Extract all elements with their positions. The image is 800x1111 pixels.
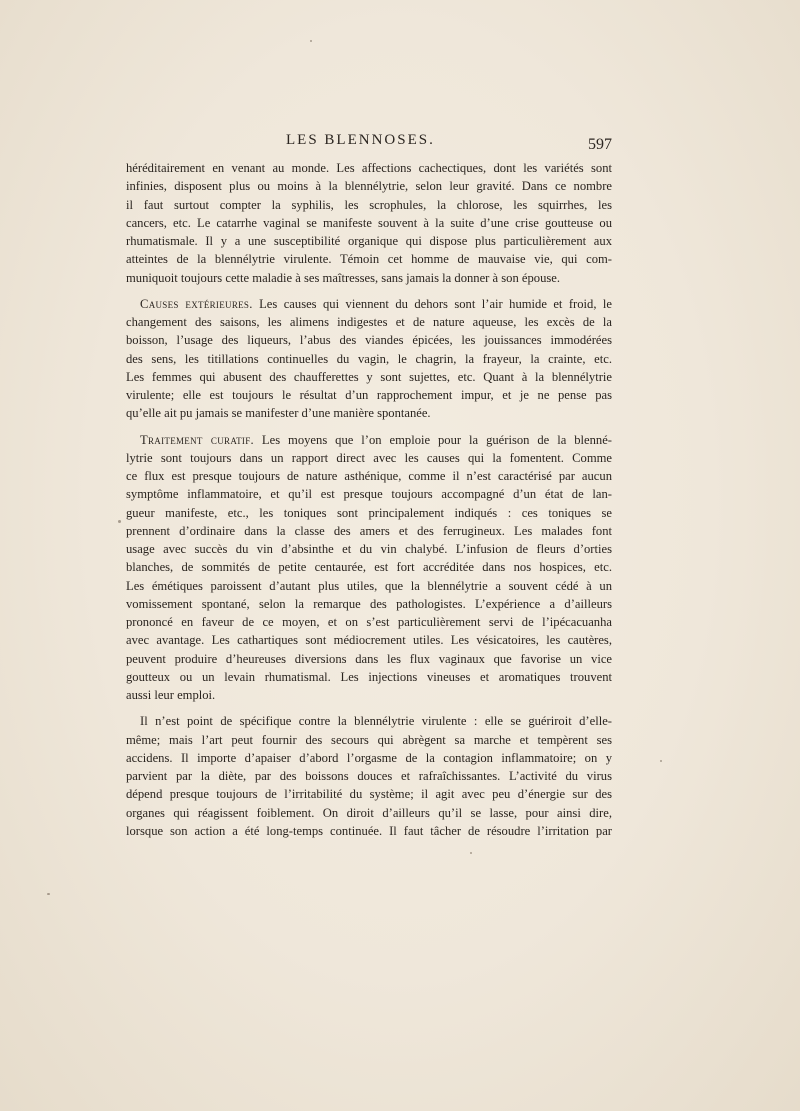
paper-speck bbox=[470, 852, 472, 854]
paragraph-causes-exterieures bbox=[126, 295, 612, 423]
text-line: même; mais l’art peut fournir des secours qui abrègent sa marche et tempèrent ses bbox=[126, 732, 612, 747]
text-run: Les causes qui viennent du dehors sont l’air humide et froid, le bbox=[252, 296, 612, 311]
text-line: cancers, etc. Le catarrhe vaginal se manifeste souvent à la suite d’une crise goutteuse ou bbox=[126, 215, 612, 230]
text-line: virulente; elle est toujours le résultat d’un rapprochement impur, et je ne pense pas bbox=[126, 388, 612, 402]
text-line: héréditairement en venant au monde. Les affections cachectiques, dont les variétés sont bbox=[126, 161, 612, 175]
text-line: Les femmes qui abusent des chaufferettes y sont sujettes, etc. Quant à la blennélytrie bbox=[126, 369, 612, 384]
text-line: infinies, disposent plus ou moins à la blennélytrie, selon leur gravité. Dans ce nombre bbox=[126, 179, 612, 194]
text-line: Les émétiques paroissent d’autant plus utiles, que la blennélytrie a souvent cédé à un bbox=[126, 578, 612, 593]
text-line: usage avec succès du vin d’absinthe et du vin chalybé. L’infusion de fleurs d’orties bbox=[126, 542, 612, 556]
text-line: boisson, l’usage des liqueurs, l’abus des viandes épicées, les jouissances immodérées bbox=[126, 333, 612, 348]
text-line: il faut surtout compter la syphilis, les scrophules, la chlorose, les squirrhes, les bbox=[126, 197, 612, 212]
text-line: Il n’est point de spécifique contre la blennélytrie virulente : elle se guériroit d’elle- bbox=[140, 714, 612, 729]
text-line: accidens. Il importe d’apaiser d’abord l’orgasme de la contagion inflammatoire; on y bbox=[126, 750, 612, 765]
paper-speck bbox=[118, 520, 121, 523]
paragraph-traitement-curatif bbox=[126, 431, 612, 705]
body-text bbox=[126, 159, 612, 840]
text-line: atteintes de la blennélytrie virulente. Témoin cet homme de mauvaise vie, qui com- bbox=[126, 252, 612, 267]
page-number: 597 bbox=[588, 136, 612, 153]
running-title: LES BLENNOSES. bbox=[286, 132, 435, 148]
section-heading: Causes extérieures. bbox=[140, 296, 253, 311]
text-line: blanches, de sommités de petite centaurée, est fort accréditée dans nos hospices, etc. bbox=[126, 560, 612, 575]
paper-speck bbox=[660, 760, 662, 762]
text-line: changement des saisons, les alimens indigestes et de nature aqueuse, les excès de la bbox=[126, 315, 612, 329]
text-run: Les moyens que l’on emploie pour la guérison de la blenné- bbox=[253, 432, 612, 447]
section-heading: Traitement curatif. bbox=[140, 432, 254, 447]
text-line: avec avantage. Les cathartiques sont médiocrement utiles. Les vésicatoires, les cautères, bbox=[126, 633, 612, 648]
paper-speck bbox=[47, 893, 50, 895]
running-head bbox=[0, 132, 800, 156]
text-line: gueur manifeste, etc., les toniques sont principalement indiqués : ces toniques se bbox=[126, 505, 612, 520]
text-line: muniquoit toujours cette maladie à ses maîtresses, sans jamais la donner à son épouse. bbox=[126, 270, 561, 285]
text-line: des sens, les titillations continuelles du vagin, le chagrin, la frayeur, la crainte, etc. bbox=[126, 351, 612, 366]
text-line: symptôme inflammatoire, et qu’il est presque toujours accompagné d’un état de lan- bbox=[126, 487, 612, 502]
text-line: parvient par la diète, par des boissons douces et rafraîchissantes. L’activité du virus bbox=[126, 769, 612, 783]
text-line: goutteux ou un levain rhumatismal. Les injections vineuses et aromatiques trouvent bbox=[126, 669, 612, 684]
text-line bbox=[126, 295, 612, 313]
text-line bbox=[126, 431, 612, 449]
text-line: qu’elle ait pu jamais se manifester d’une manière spontanée. bbox=[126, 406, 431, 421]
paragraph bbox=[126, 712, 612, 840]
text-line: organes qui réagissent foiblement. On diroit d’ailleurs qu’il se lasse, pour ainsi dire, bbox=[126, 805, 612, 820]
paragraph bbox=[126, 159, 612, 287]
text-line: ce flux est presque toujours de nature asthénique, comme il n’est caractérisé par aucun bbox=[126, 469, 612, 483]
text-line: vomissement spontané, selon la remarque des pathologistes. L’expérience a d’ailleurs bbox=[126, 596, 612, 611]
text-line: aussi leur emploi. bbox=[126, 688, 216, 702]
text-line: prononcé en faveur de ce moyen, et on s’est particulièrement servi de l’ipécacuanha bbox=[126, 615, 612, 629]
text-line: lytrie sont toujours dans un rapport direct avec les causes qui la fomentent. Comme bbox=[126, 450, 612, 465]
text-line: peuvent produire d’heureuses diversions dans les flux vaginaux que favorise un vice bbox=[126, 651, 612, 666]
text-line: rhumatismale. Il y a une susceptibilité organique qui dispose plus particulièrement aux bbox=[126, 234, 612, 248]
text-line: prennent d’ordinaire dans la classe des amers et des ferrugineux. Les malades font bbox=[126, 523, 612, 538]
text-line: lorsque son action a été long-temps continuée. Il faut tâcher de résoudre l’irritation par bbox=[126, 823, 612, 838]
paper-speck bbox=[310, 40, 312, 42]
text-line: dépend presque toujours de l’irritabilité du système; il agit avec peu d’énergie sur des bbox=[126, 787, 612, 802]
